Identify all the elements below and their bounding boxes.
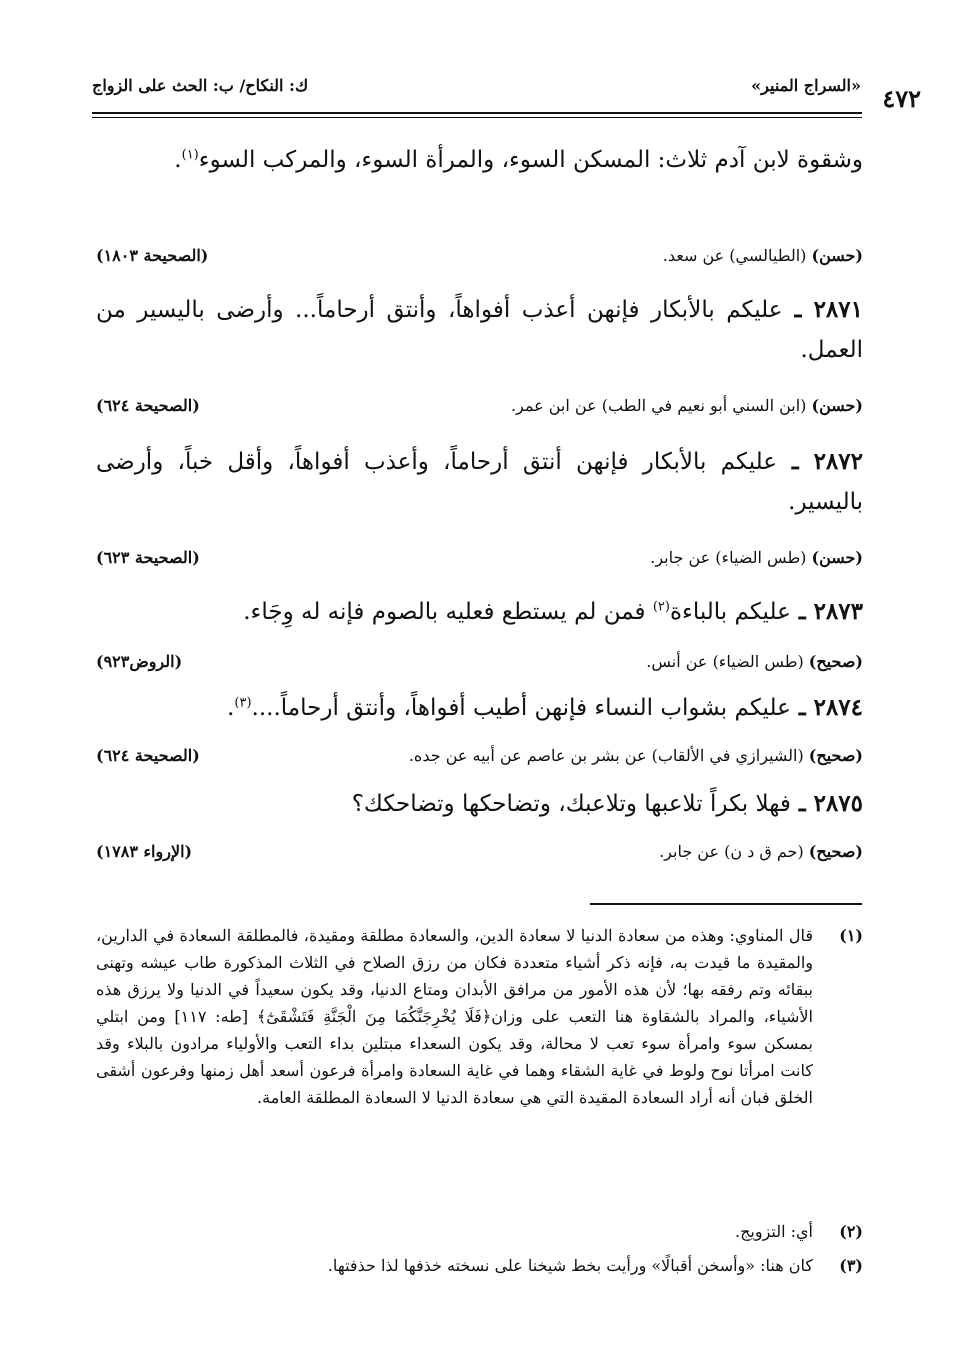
page-header: [92, 74, 921, 113]
hadith-tail: .: [227, 695, 235, 721]
footnote-mark: (١): [181, 147, 199, 163]
reference-label: (الصحيحة ٦٢٤): [96, 746, 200, 765]
footnote-mark: (٣): [234, 695, 252, 711]
footnote: [96, 1218, 863, 1245]
dash: ـ: [782, 296, 814, 323]
dash: ـ: [790, 598, 814, 625]
footnote-text: كان هنا: «وأسخن أقبالًا» ورأيت بخط شيخنا على نسخته خذفها لذا حذفتها.: [327, 1256, 813, 1275]
hadith-number: ٢٨٧١: [813, 296, 863, 323]
source-main: [663, 246, 863, 265]
hadith-number: ٢٨٧٢: [813, 448, 863, 475]
hadith-entry: [96, 688, 863, 728]
footnote-text: أي: التزويج.: [734, 1222, 813, 1241]
page-number: ٤٧٢: [882, 84, 921, 113]
source-line: [96, 246, 863, 272]
footnote-separator: [590, 903, 862, 905]
reference-label: (الصحيحة ٦٢٤): [96, 396, 200, 415]
source-line: [96, 548, 863, 574]
footnote: [96, 1252, 863, 1279]
header-rule-thick: [92, 112, 862, 114]
source-text: (طس الضياء) عن جابر.: [650, 548, 807, 567]
source-line: [96, 746, 863, 772]
hadith-entry: [96, 442, 863, 522]
hadith-entry: [96, 140, 863, 180]
dash: ـ: [790, 790, 814, 817]
hadith-entry: [96, 592, 863, 632]
source-main: [511, 396, 863, 415]
hadith-number: ٢٨٧٤: [813, 694, 863, 721]
chapter-title: ك: النكاح/ ب: الحث على الزواج: [92, 76, 309, 95]
source-text: (الطيالسي) عن سعد.: [662, 246, 807, 265]
hadith-entry: [96, 784, 863, 824]
grade-label: (حسن): [811, 548, 863, 567]
source-main: [659, 842, 863, 861]
footnote: [96, 922, 863, 1111]
hadith-text: عليكم بالباءة: [669, 599, 791, 625]
dash: ـ: [790, 694, 814, 721]
footnote-number: (١): [839, 926, 863, 945]
reference-label: (الإرواء ١٧٨٣): [96, 842, 193, 861]
hadith-tail: فمن لم يستطع فعليه بالصوم فإنه له وِجَاء.: [243, 599, 653, 625]
grade-label: (حسن): [811, 246, 863, 265]
hadith-tail: .: [174, 147, 182, 173]
dash: ـ: [776, 448, 814, 475]
reference-label: (الصحيحة ١٨٠٣): [96, 246, 209, 265]
footnote-number: (٣): [839, 1256, 863, 1275]
grade-label: (صحيح): [808, 746, 863, 765]
reference-label: (الصحيحة ٦٢٣): [96, 548, 200, 567]
footnote-text: قال المناوي: وهذه من سعادة الدنيا لا سعادة الدين، والسعادة مطلقة ومقيدة، فالمطلقة السعادة في الدارين، والمقيدة ما قيدت به، فإنه ذكر أشياء متعددة فكان من رزق الصلاح في الثلاث المذكورة طاب عيشه وتهنى ببقائه وتم رفقه بها؛ لأن هذه الأمور من مرافق الأبدان ومتاع الدنيا، وقد يكون سعيداً في الدنيا ولا يرزق هذه الأشياء، والمراد بالشقاوة هنا التعب على وزان﴿فَلَا يُخْرِجَنَّكُمَا مِنَ الْجَنَّةِ فَتَشْقَىٰٓ﴾ [طه: ١١٧] ومن ابتلي بمسكن سوء وامرأة سوء تعب لا محالة، وقد يكون السعداء مبتلين بداء التعب والأولياء مرادون بالبلاء وقد كانت امرأتا نوح ولوط في غاية الشقاء وهما في غاية السعادة وامرأة فرعون أسعد أهل زمنها وفرعون أشقى الخلق فبان أنه أراد السعادة المقيدة التي هي سعادة الدنيا لا السعادة المطلقة العامة.: [96, 926, 814, 1107]
hadith-text: عليكم بالأبكار فإنهن أعذب أفواهاً، وأنتق أرحاماً... وأرضى باليسير من العمل.: [96, 297, 863, 363]
source-main: [409, 746, 863, 765]
footnote-number: (٢): [839, 1222, 863, 1241]
source-line: [96, 842, 863, 868]
source-main: [650, 548, 863, 567]
grade-label: (صحيح): [808, 652, 863, 671]
source-line: [96, 396, 863, 422]
hadith-text: فهلا بكراً تلاعبها وتلاعبك، وتضاحكها وتضاحكك؟: [351, 791, 791, 817]
hadith-number: ٢٨٧٣: [813, 598, 863, 625]
header-rule-thin: [92, 117, 862, 118]
hadith-entry: [96, 290, 863, 370]
footnote-mark: (٢): [652, 599, 670, 615]
grade-label: (صحيح): [808, 842, 863, 861]
reference-label: (الروض٩٢٣): [96, 652, 183, 671]
source-text: (طس الضياء) عن أنس.: [646, 652, 804, 671]
source-line: [96, 652, 863, 678]
source-main: [646, 652, 863, 671]
hadith-text: عليكم بشواب النساء فإنهن أطيب أفواهاً، وأنتق أرحاماً....: [251, 695, 791, 721]
grade-label: (حسن): [811, 396, 863, 415]
source-text: (حم ق د ن) عن جابر.: [659, 842, 804, 861]
hadith-text: عليكم بالأبكار فإنهن أنتق أرحاماً، وأعذب أفواهاً، وأقل خباً، وأرضى باليسير.: [96, 449, 863, 515]
book-title: «السراج المنير»: [751, 76, 861, 95]
hadith-text: وشقوة لابن آدم ثلاث: المسكن السوء، والمرأة السوء، والمركب السوء: [198, 147, 863, 173]
source-text: (الشيرازي في الألقاب) عن بشر بن عاصم عن أبيه عن جده.: [408, 746, 804, 765]
source-text: (ابن السني أبو نعيم في الطب) عن ابن عمر.: [510, 396, 807, 415]
hadith-number: ٢٨٧٥: [813, 790, 863, 817]
